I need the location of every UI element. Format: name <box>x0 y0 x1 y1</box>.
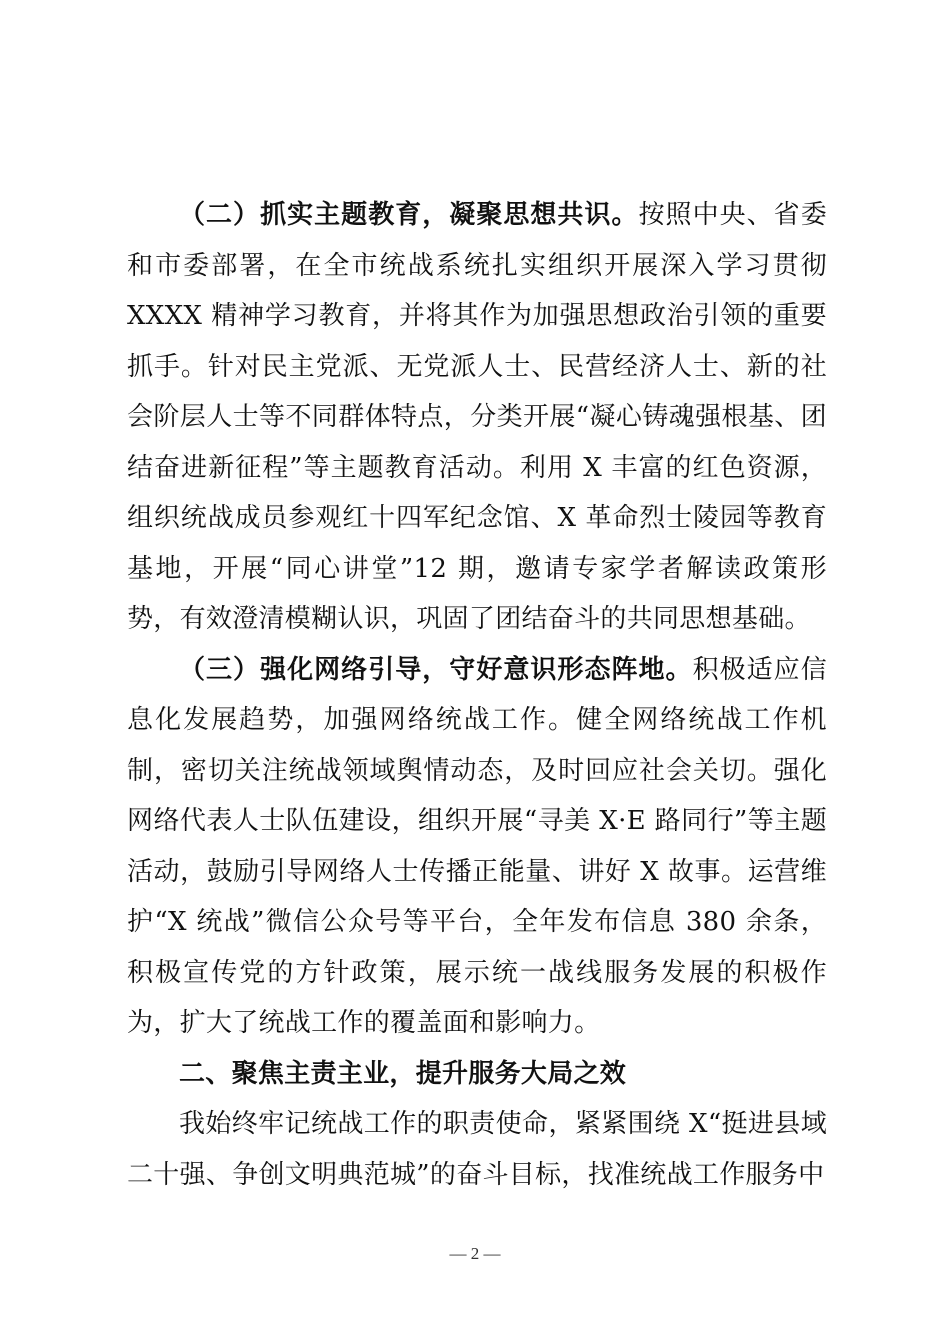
paragraph-network-guidance <box>127 645 827 1049</box>
page-number: — 2 — <box>449 1244 501 1263</box>
paragraph-text: 积极适应信息化发展趋势，加强网络统战工作。健全网络统战工作机制，密切关注统战领域舆情动态，及时回应社会关切。强化网络代表人士队伍建设，组织开展“寻美 X·E 路同行”等主题活动，鼓励引导网络人士传播正能量、讲好 X 故事。运营维护“X 统战”微信公众号等平台，全年发布信息 380 余条，积极宣传党的方针政策，展示统一战线服务发展的积极作为，扩大了统战工作的覆盖面和影响力。 <box>127 654 827 1038</box>
section-heading: 二、聚焦主责主业，提升服务大局之效 <box>179 1058 627 1089</box>
paragraph-text: 按照中央、省委和市委部署，在全市统战系统扎实组织开展深入学习贯彻 XXXX 精神学习教育，并将其作为加强思想政治引领的重要抓手。针对民主党派、无党派人士、民营经济人士、新的社会阶层人士等不同群体特点，分类开展“凝心铸魂强根基、团结奋进新征程”等主题教育活动。利用 X 丰富的红色资源，组织统战成员参观红十四军纪念馆、X 革命烈士陵园等教育基地，开展“同心讲堂”12 期，邀请专家学者解读政策形势，有效澄清模糊认识，巩固了团结奋斗的共同思想基础。 <box>127 200 827 634</box>
paragraph-theme-education <box>127 190 827 645</box>
paragraph-heading: （二）抓实主题教育，凝聚思想共识。 <box>179 200 639 230</box>
paragraph-heading: （三）强化网络引导，守好意识形态阵地。 <box>179 654 693 685</box>
document-body <box>127 190 827 1200</box>
paragraph-responsibility: 我始终牢记统战工作的职责使命，紧紧围绕 X“挺进县域二十强、争创文明典范城”的奋斗目标，找准统战工作服务中 <box>127 1109 827 1190</box>
